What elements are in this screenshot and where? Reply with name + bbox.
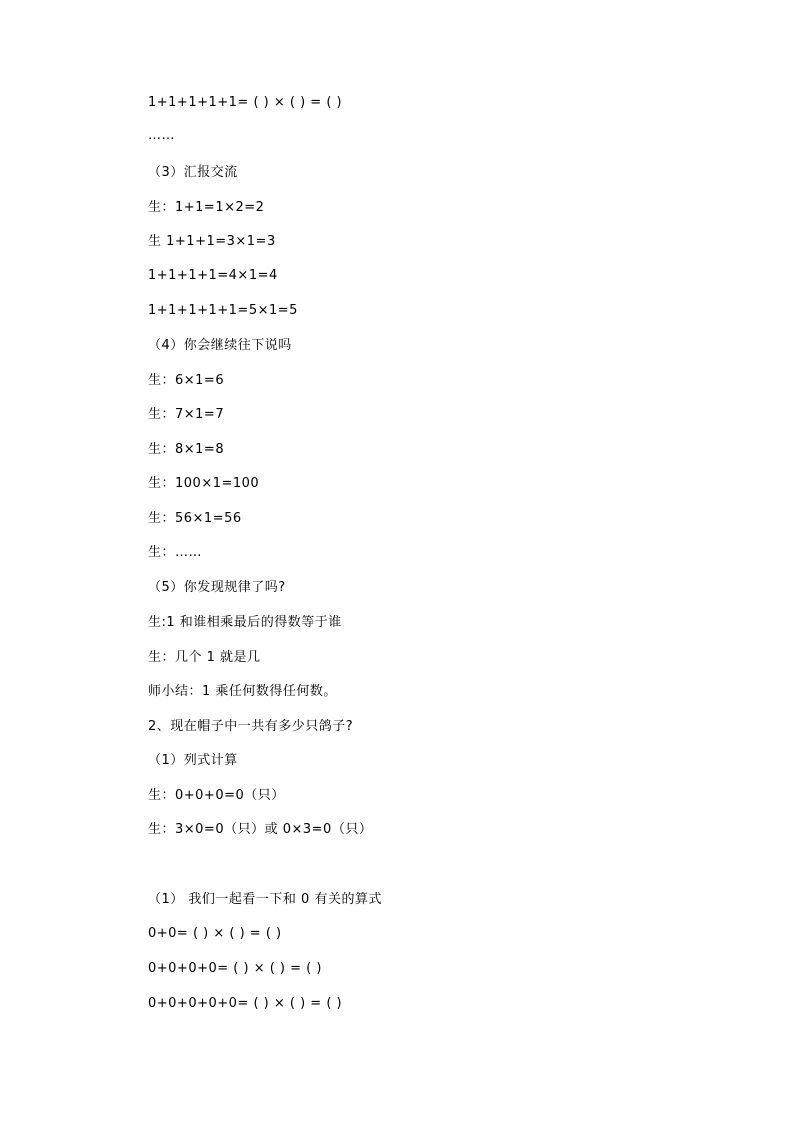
text-line: …… (148, 128, 175, 143)
text-line: 1+1+1+1=4×1=4 (148, 268, 278, 283)
text-line: 师小结：1 乘任何数得任何数。 (148, 684, 337, 699)
text-line: 生：0+0+0=0（只） (148, 788, 285, 803)
text-line: （4）你会继续往下说吗 (148, 338, 292, 353)
text-line: 0+0= ( ) × ( ) = ( ) (148, 926, 282, 941)
text-line: （1）列式计算 (148, 753, 238, 768)
text-line: 生：几个 1 就是几 (148, 650, 261, 665)
text-line: 生:1 和谁相乘最后的得数等于谁 (148, 615, 342, 630)
text-line: 1+1+1+1+1= ( ) × ( ) = ( ) (148, 95, 343, 110)
text-line: 生：6×1=6 (148, 373, 225, 388)
text-line: 生：1+1=1×2=2 (148, 200, 265, 215)
text-line: 生：7×1=7 (148, 407, 225, 422)
text-line: （5）你发现规律了吗? (148, 580, 286, 595)
text-line: 生：100×1=100 (148, 476, 260, 491)
text-line: 2、现在帽子中一共有多少只鸽子? (148, 719, 354, 734)
text-line: 生：3×0=0（只）或 0×3=0（只） (148, 822, 373, 837)
text-line: （1） 我们一起看一下和 0 有关的算式 (148, 892, 382, 907)
text-line: 生：8×1=8 (148, 442, 225, 457)
text-line: 0+0+0+0= ( ) × ( ) = ( ) (148, 961, 322, 976)
text-line: 0+0+0+0+0= ( ) × ( ) = ( ) (148, 996, 343, 1011)
text-line: 生：56×1=56 (148, 511, 242, 526)
text-line: 生 1+1+1=3×1=3 (148, 234, 276, 249)
text-line: 生：…… (148, 545, 203, 560)
text-line: 1+1+1+1+1=5×1=5 (148, 303, 298, 318)
text-line: （3）汇报交流 (148, 165, 238, 180)
